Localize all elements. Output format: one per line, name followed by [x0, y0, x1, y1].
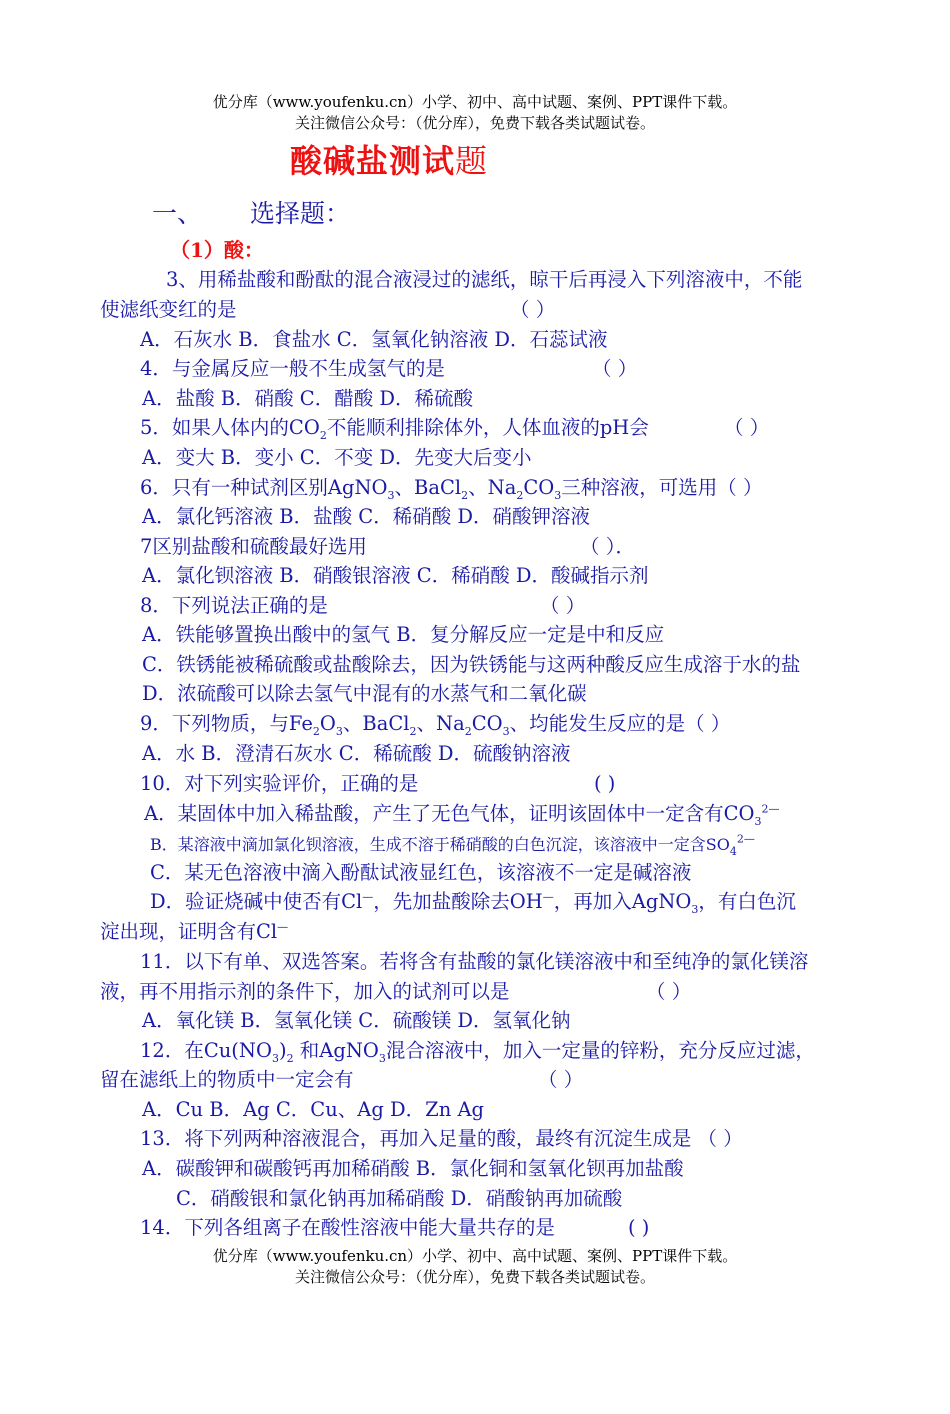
section-number: 一、: [152, 199, 203, 228]
title-main: 酸碱盐测试: [290, 142, 456, 180]
q4-stem: 4．与金属反应一般不生成氢气的是: [140, 357, 445, 380]
q8-option-d: D．浓硫酸可以除去氢气中混有的水蒸气和二氧化碳: [142, 682, 587, 705]
q11-options: A．氧化镁 B．氢氧化镁 C．硫酸镁 D．氢氧化钠: [142, 1009, 571, 1032]
q14-stem: 14．下列各组离子在酸性溶液中能大量共存的是: [140, 1216, 555, 1239]
q5-options: A．变大 B．变小 C．不变 D．先变大后变小: [142, 446, 532, 469]
q8-stem: 8．下列说法正确的是: [140, 594, 328, 617]
q13-stem: 13．将下列两种溶液混合，再加入足量的酸，最终有沉淀生成是 （ ）: [140, 1127, 743, 1150]
section-label: 选择题：: [250, 199, 351, 228]
q3-line-2: 使滤纸变红的是: [100, 298, 237, 321]
q7-stem: 7区别盐酸和硫酸最好选用: [140, 535, 367, 558]
section-heading: [152, 194, 350, 230]
q3-line-1: 3、用稀盐酸和酚酞的混合液浸过的滤纸，晾干后再浸入下列溶液中，不能: [166, 268, 803, 291]
footer-line-2: 关注微信公众号：（优分库），免费下载各类试题试卷。: [294, 1268, 655, 1286]
header-line-2: 关注微信公众号：（优分库），免费下载各类试题试卷。: [294, 114, 655, 132]
q10-option-c: C．某无色溶液中滴入酚酞试液显红色，该溶液不一定是碱溶液: [150, 861, 692, 884]
subsection-heading: （1）酸：: [170, 238, 264, 262]
q12-paren: （ ）: [538, 1068, 584, 1091]
title-tail: 题: [455, 142, 489, 180]
q11-paren: （ ）: [646, 980, 692, 1003]
q7-options: A．氯化钡溶液 B．硝酸银溶液 C．稀硝酸 D．酸碱指示剂: [142, 564, 649, 587]
q6-options: A．氯化钙溶液 B．盐酸 C．稀硝酸 D．硝酸钾溶液: [142, 505, 591, 528]
q14-paren: ( ): [628, 1216, 650, 1239]
header-line-1: 优分库（www.youfenku.cn）小学、初中、高中试题、案例、PPT课件下载。: [212, 93, 738, 111]
q8-option-c: C．铁锈能被稀硫酸或盐酸除去，因为铁锈能与这两种酸反应生成溶于水的盐: [142, 653, 801, 676]
q4-paren: （ ）: [592, 357, 638, 380]
q12-options: A．Cu B．Ag C．Cu、Ag D．Zn Ag: [142, 1098, 485, 1121]
q5-stem: 5．如果人体内的$CO_2$不能顺利排除体外，人体血液的pH会: [140, 416, 649, 442]
q10-option-a: A．某固体中加入稀盐酸，产生了无色气体，证明该固体中一定含有$CO_3^{2—}$: [144, 802, 780, 828]
q9-stem: 9．下列物质，与$Fe_2O_3$、BaCl$_2$、$Na_2CO_3$、均能发生反应的是（ ）: [140, 712, 731, 738]
q10-option-b: B．某溶液中滴加氯化钡溶液，生成不溶于稀硝酸的白色沉淀，该溶液中一定含$SO_4^{2—}$: [150, 832, 755, 858]
q12-line-2: 留在滤纸上的物质中一定会有: [100, 1068, 354, 1091]
footer-line-1: 优分库（www.youfenku.cn）小学、初中、高中试题、案例、PPT课件下载。: [212, 1247, 738, 1265]
q8-paren: （ ）: [540, 594, 586, 617]
q13-option-ab: A．碳酸钾和碳酸钙再加稀硝酸 B．氯化铜和氢氧化钡再加盐酸: [142, 1157, 684, 1180]
q13-option-cd: C．硝酸银和氯化钠再加稀硝酸 D．硝酸钠再加硫酸: [176, 1187, 623, 1210]
q8-option-ab: A．铁能够置换出酸中的氢气 B．复分解反应一定是中和反应: [142, 623, 665, 646]
q10-paren: ( ): [594, 772, 616, 795]
q5-paren: （ ）: [724, 416, 770, 439]
q12-line-1: 12．在$Cu(NO_3)_2$ 和AgNO$_3$混合溶液中，加入一定量的锌粉，充分反应过滤，: [140, 1039, 815, 1065]
q7-paren: （ ）．: [580, 535, 635, 558]
q3-paren: （ ）: [510, 298, 556, 321]
q10-option-d-line-2: 淀出现，证明含有Cl—: [100, 920, 289, 943]
q11-line-1: 11．以下有单、双选答案。若将含有盐酸的氯化镁溶液中和至纯净的氯化镁溶: [140, 950, 809, 973]
q6-stem: 6．只有一种试剂区别AgNO$_3$、BaCl$_2$、$Na_2CO_3$三种溶液，可选用（ ）: [140, 476, 763, 502]
q11-line-2: 液，再不用指示剂的条件下，加入的试剂可以是: [100, 980, 510, 1003]
q10-stem: 10．对下列实验评价，正确的是: [140, 772, 419, 795]
q9-options: A．水 B．澄清石灰水 C．稀硫酸 D．硫酸钠溶液: [142, 742, 571, 765]
page-title: [290, 136, 488, 182]
q4-options: A．盐酸 B．硝酸 C．醋酸 D．稀硫酸: [142, 387, 474, 410]
q10-option-d-line-1: D．验证烧碱中使否有Cl—，先加盐酸除去OH—，再加入AgNO$_3$，有白色沉: [150, 890, 796, 916]
q3-options: A．石灰水 B．食盐水 C．氢氧化钠溶液 D．石蕊试液: [140, 328, 608, 351]
